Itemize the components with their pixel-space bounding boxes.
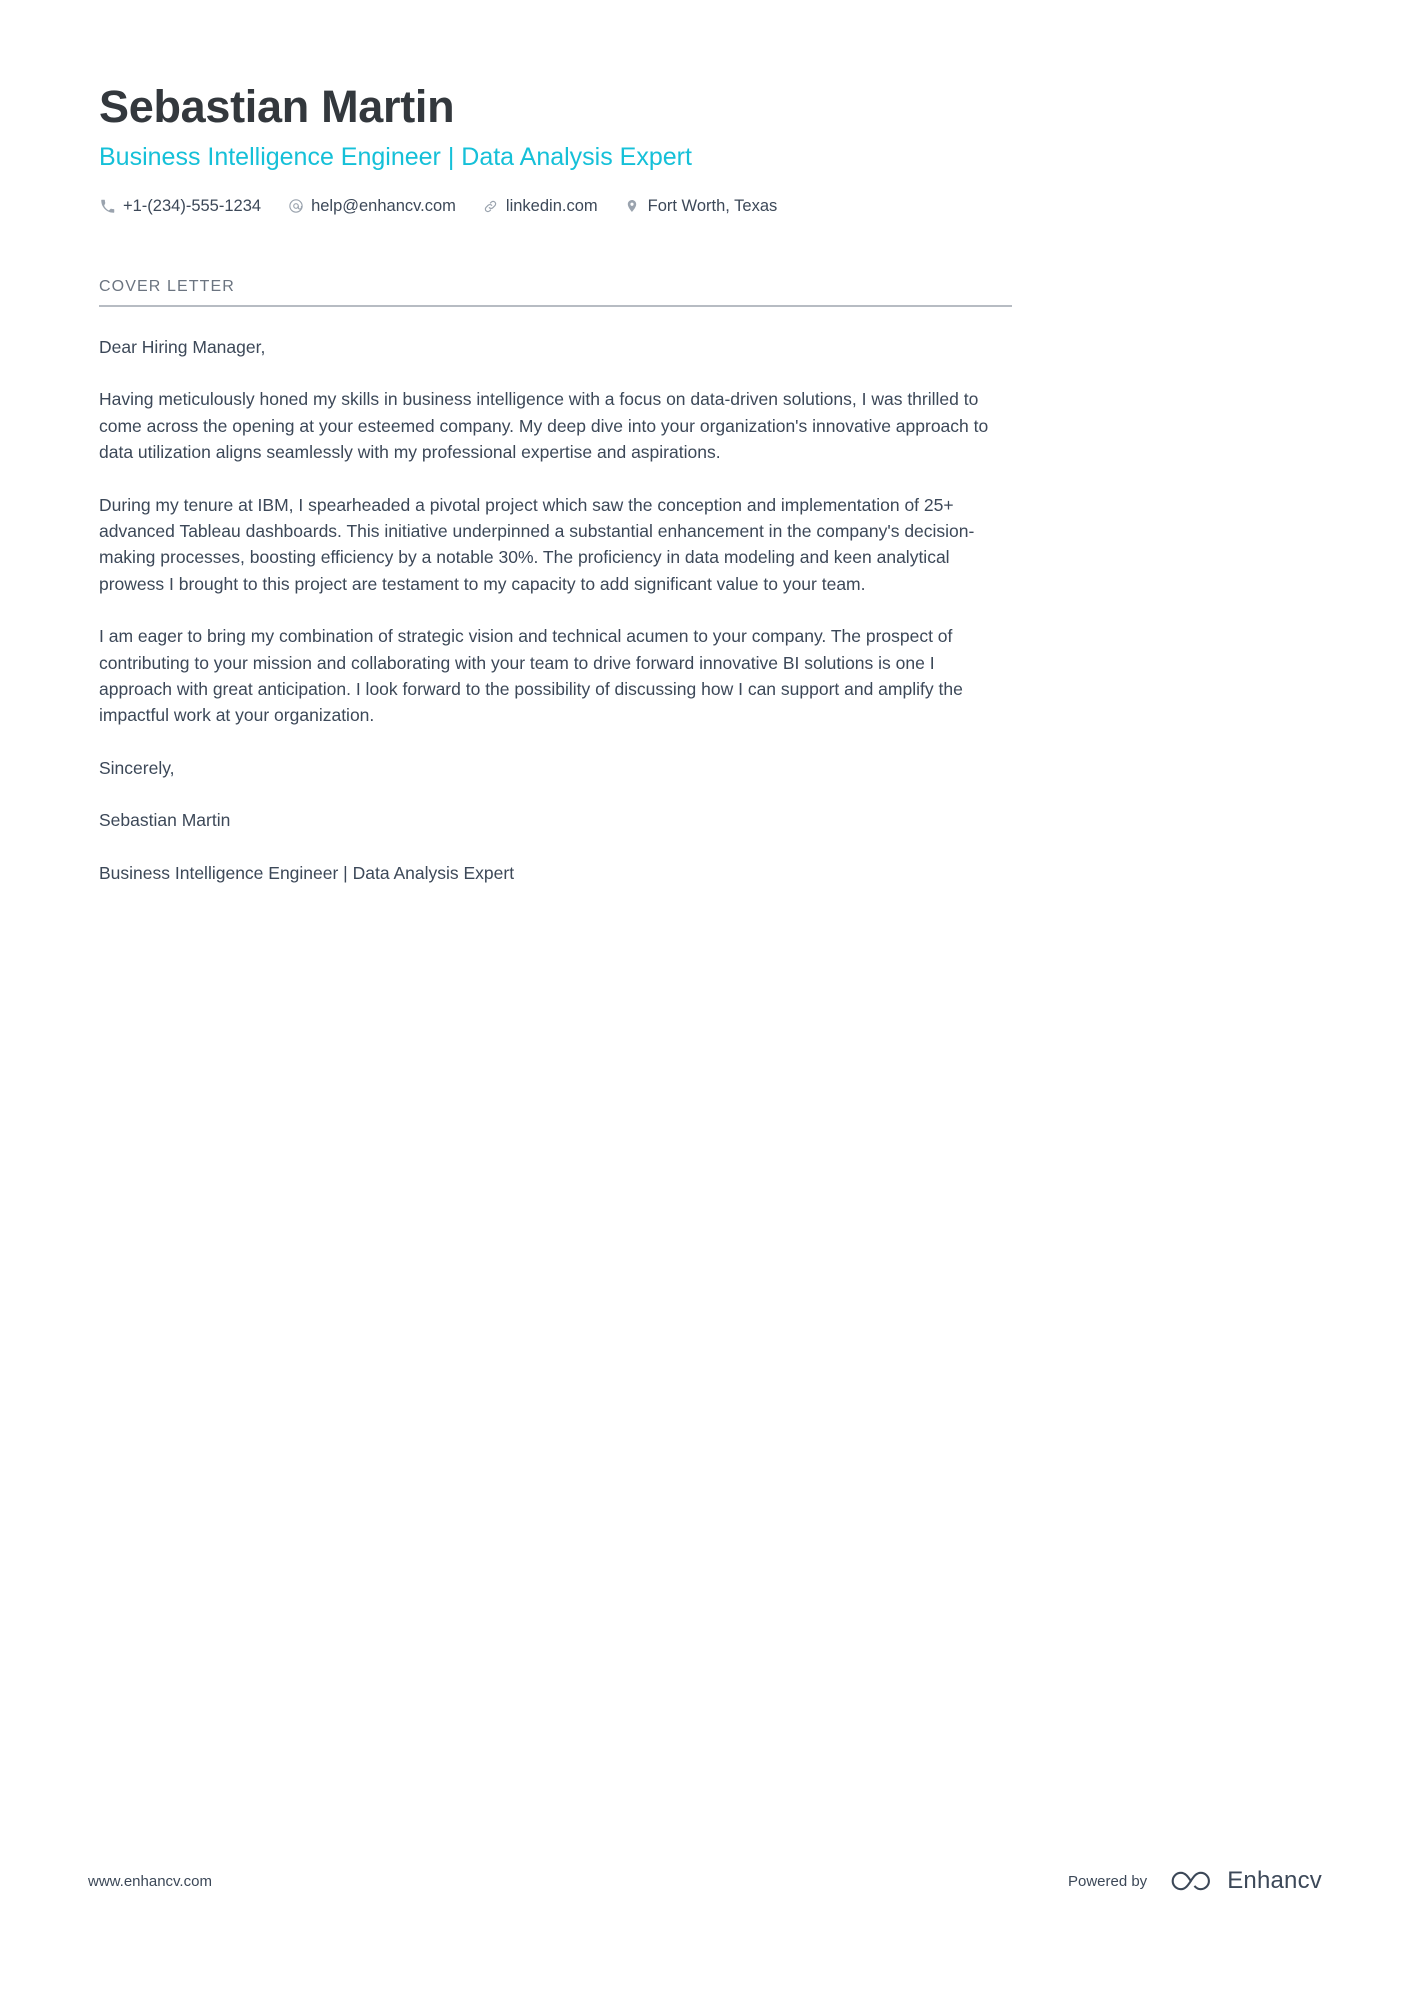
- powered-by-label: Powered by: [1067, 1872, 1148, 1890]
- link-icon: [482, 198, 499, 215]
- footer-branding: [1068, 1866, 1322, 1896]
- location-pin-icon: [624, 198, 641, 215]
- document-header: [99, 0, 1012, 216]
- contact-item-phone[interactable]: [99, 197, 261, 216]
- letter-body: [99, 334, 1012, 886]
- section-divider: [99, 305, 1012, 307]
- letter-paragraph-2: During my tenure at IBM, I spearheaded a pivotal project which saw the conception and implementation of 25+ advanced Tableau dashboards. This initiative underpinned a substantial enhancement in the company's decision-making processes, boosting efficiency by a notable 30%. The proficiency in data modeling and keen analytical prowess I brought to this project are testament to my capacity to add significant value to your team.: [99, 494, 975, 594]
- page-footer: [0, 1866, 1410, 1896]
- document-content: [99, 0, 1012, 886]
- professional-title: Business Intelligence Engineer | Data Analysis Expert: [99, 143, 692, 172]
- section-heading: COVER LETTER: [99, 277, 235, 295]
- footer-website-link[interactable]: www.enhancv.com: [88, 1872, 212, 1890]
- letter-paragraph-3: I am eager to bring my combination of strategic vision and technical acumen to your company. The prospect of contributing to your mission and collaborating with your team to drive forward innovative BI solutions is one I approach with great anticipation. I look forward to the possibility of discussing how I can support and amplify the impactful work at your organization.: [99, 626, 963, 726]
- email-icon: [287, 198, 304, 215]
- signature-title: Business Intelligence Engineer | Data Analysis Expert: [99, 862, 515, 883]
- letter-salutation: Dear Hiring Manager,: [99, 336, 266, 357]
- contact-item-email[interactable]: [287, 197, 456, 216]
- phone-icon: [99, 198, 116, 215]
- contact-row: [99, 197, 1012, 216]
- signature-name: Sebastian Martin: [99, 810, 231, 831]
- letter-paragraph-1: Having meticulously honed my skills in business intelligence with a focus on data-driven solutions, I was thrilled to come across the opening at your esteemed company. My deep dive into your organization's innovative approach to data utilization aligns seamlessly with my professional expertise and aspirations.: [99, 389, 989, 463]
- contact-value-location: Fort Worth, Texas: [647, 196, 778, 215]
- contact-value-phone: +1-(234)-555-1234: [123, 196, 262, 215]
- contact-item-location[interactable]: [624, 197, 778, 216]
- contact-value-email: help@enhancv.com: [311, 196, 456, 215]
- enhancv-brand-name: Enhancv: [1227, 1867, 1322, 1894]
- contact-item-link[interactable]: [482, 197, 598, 216]
- contact-value-link: linkedin.com: [505, 196, 598, 215]
- cover-letter-section: [99, 278, 1012, 886]
- letter-closing: Sincerely,: [99, 757, 175, 778]
- page-title: Sebastian Martin: [99, 81, 455, 132]
- enhancv-infinity-logo-icon: [1165, 1866, 1217, 1896]
